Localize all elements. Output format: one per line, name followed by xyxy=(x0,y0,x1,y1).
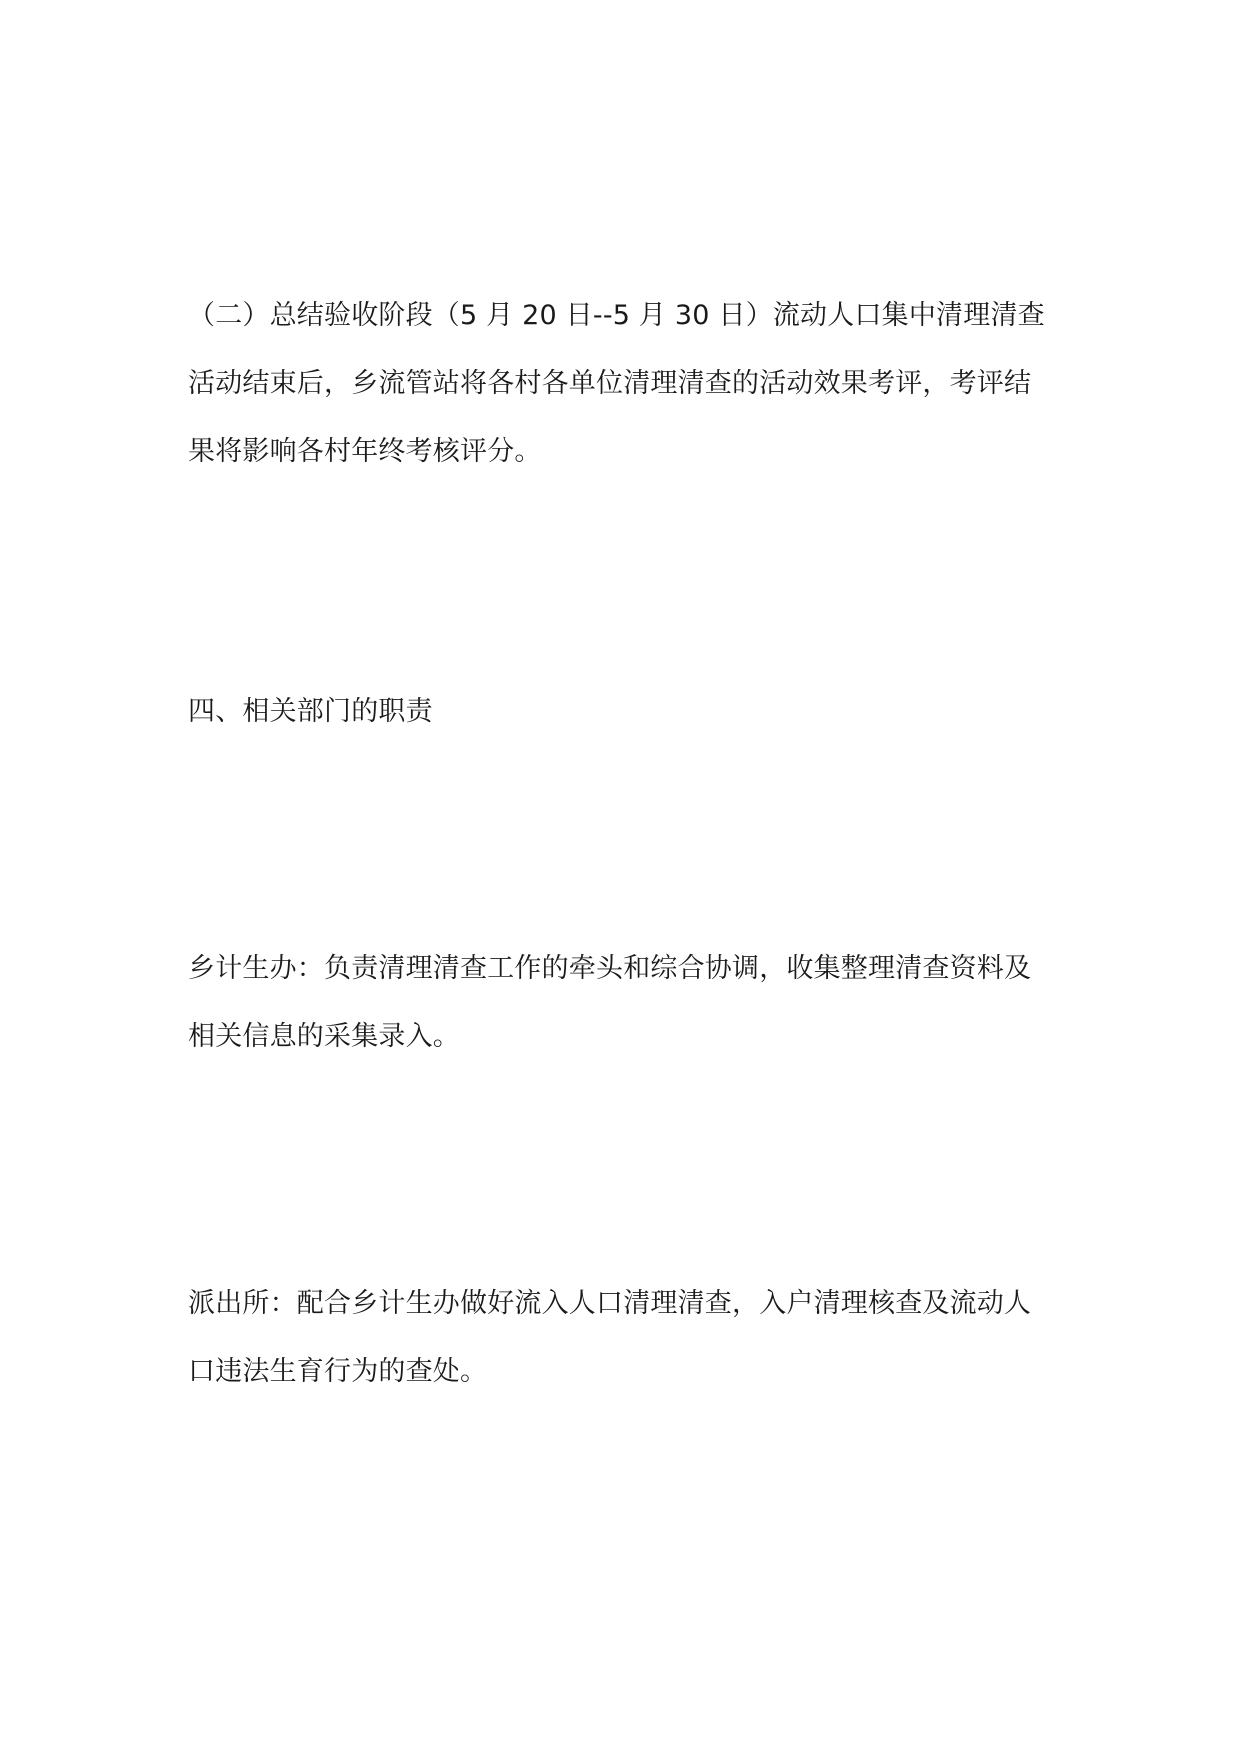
paragraph-family-planning-office: 乡计生办：负责清理清查工作的牵头和综合协调，收集整理清查资料及相关信息的采集录入。 xyxy=(188,953,1032,1052)
section-heading-department-duties: 四、相关部门的职责 xyxy=(188,696,433,727)
paragraph-summary-acceptance-stage: （二）总结验收阶段（5 月 20 日--5 月 30 日）流动人口集中清理清查活动结束后，乡流管站将各村各单位清理清查的活动效果考评，考评结果将影响各村年终考核评分。 xyxy=(188,300,1045,467)
paragraph-police-station: 派出所：配合乡计生办做好流入人口清理清查，入户清理核查及流动人口违法生育行为的查处。 xyxy=(188,1288,1032,1387)
